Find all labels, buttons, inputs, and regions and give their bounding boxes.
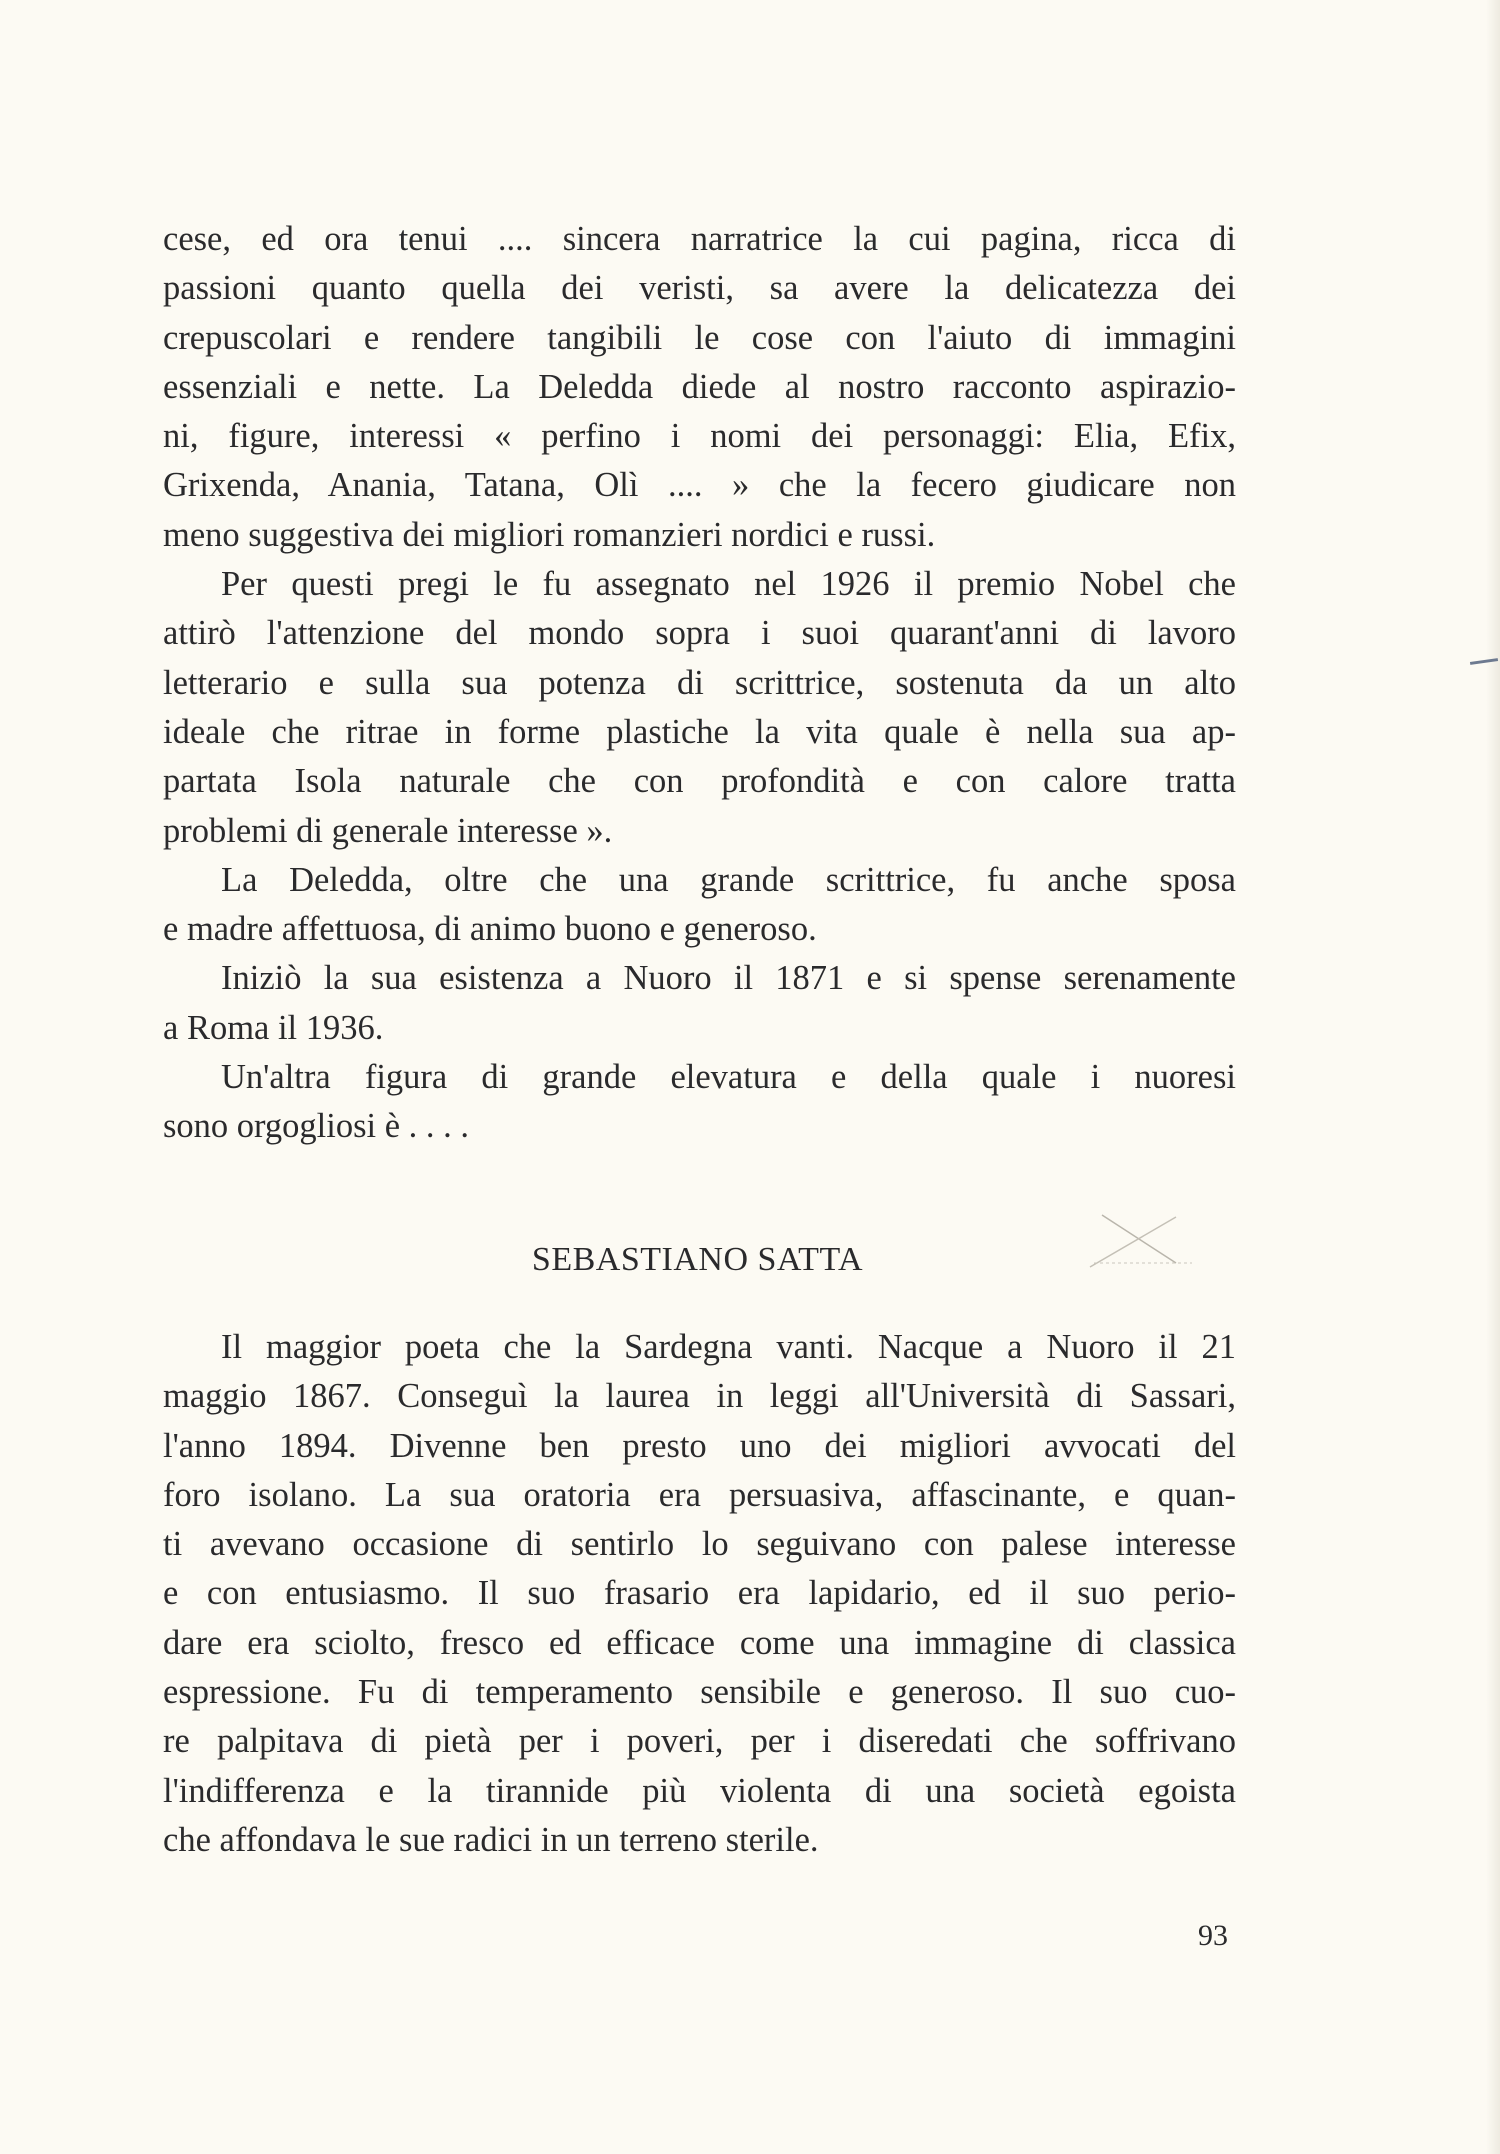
text-line: cese, ed ora tenui .... sincera narratrice la cui pagina, ricca di (163, 220, 1236, 258)
text-line: attirò l'attenzione del mondo sopra i suoi quarant'anni di lavoro (163, 614, 1236, 653)
text-line: dare era sciolto, fresco ed efficace come una immagine di classica (163, 1623, 1236, 1662)
text-line: l'indifferenza e la tirannide più violenta di una società egoista (163, 1771, 1236, 1810)
text-line: e madre affettuosa, di animo buono e generoso. (163, 910, 817, 949)
text-line: crepuscolari e rendere tangibili le cose con l'aiuto di immagini (163, 318, 1236, 357)
text-line: ni, figure, interessi « perfino i nomi dei personaggi: Elia, Efix, (163, 417, 1236, 456)
text-line: e con entusiasmo. Il suo frasario era lapidario, ed il suo perio- (163, 1574, 1236, 1613)
text-line: l'anno 1894. Divenne ben presto uno dei migliori avvocati del (163, 1426, 1236, 1465)
text-line: foro isolano. La sua oratoria era persuasiva, affascinante, e quan- (163, 1475, 1236, 1514)
text-line: problemi di generale interesse ». (163, 811, 613, 850)
pencil-x-mark (1080, 1205, 1200, 1275)
text-line: che affondava le sue radici in un terreno sterile. (163, 1820, 819, 1859)
text-line: re palpitava di pietà per i poveri, per i diseredati che soffrivano (163, 1722, 1236, 1761)
text-line: partata Isola naturale che con profondità e con calore tratta (163, 762, 1236, 801)
text-line: Grixenda, Anania, Tatana, Olì .... » che la fecero giudicare non (163, 466, 1236, 505)
text-line: Un'altra figura di grande elevatura e della quale i nuoresi (221, 1058, 1236, 1097)
text-line: maggio 1867. Conseguì la laurea in leggi all'Università di Sassari, (163, 1377, 1236, 1416)
page-number: 93 (1198, 1919, 1228, 1952)
text-line: Per questi pregi le fu assegnato nel 1926 il premio Nobel che (221, 565, 1236, 604)
page-edge-shadow (1486, 0, 1500, 2154)
text-line: ti avevano occasione di sentirlo lo seguivano con palese interesse (163, 1525, 1236, 1564)
text-line: Il maggior poeta che la Sardegna vanti. Nacque a Nuoro il 21 (221, 1328, 1236, 1366)
text-line: ideale che ritrae in forme plastiche la vita quale è nella sua ap- (163, 712, 1236, 751)
text-line: espressione. Fu di temperamento sensibile e generoso. Il suo cuo- (163, 1673, 1236, 1712)
text-line: Iniziò la sua esistenza a Nuoro il 1871 e si spense serenamente (221, 959, 1236, 998)
text-line: letterario e sulla sua potenza di scrittrice, sostenuta da un alto (163, 663, 1236, 702)
text-line: La Deledda, oltre che una grande scrittrice, fu anche sposa (221, 860, 1236, 899)
section-heading: SEBASTIANO SATTA (531, 1241, 864, 1278)
text-line: passioni quanto quella dei veristi, sa avere la delicatezza dei (163, 269, 1236, 308)
paragraph-block-deledda (163, 215, 1236, 1152)
text-line: a Roma il 1936. (163, 1008, 384, 1047)
text-line: meno suggestiva dei migliori romanzieri nordici e russi. (163, 515, 936, 554)
text-line: sono orgogliosi è . . . . (163, 1107, 470, 1146)
paragraph-block-satta (163, 1323, 1236, 1865)
text-line: essenziali e nette. La Deledda diede al nostro racconto aspirazio- (163, 367, 1236, 406)
